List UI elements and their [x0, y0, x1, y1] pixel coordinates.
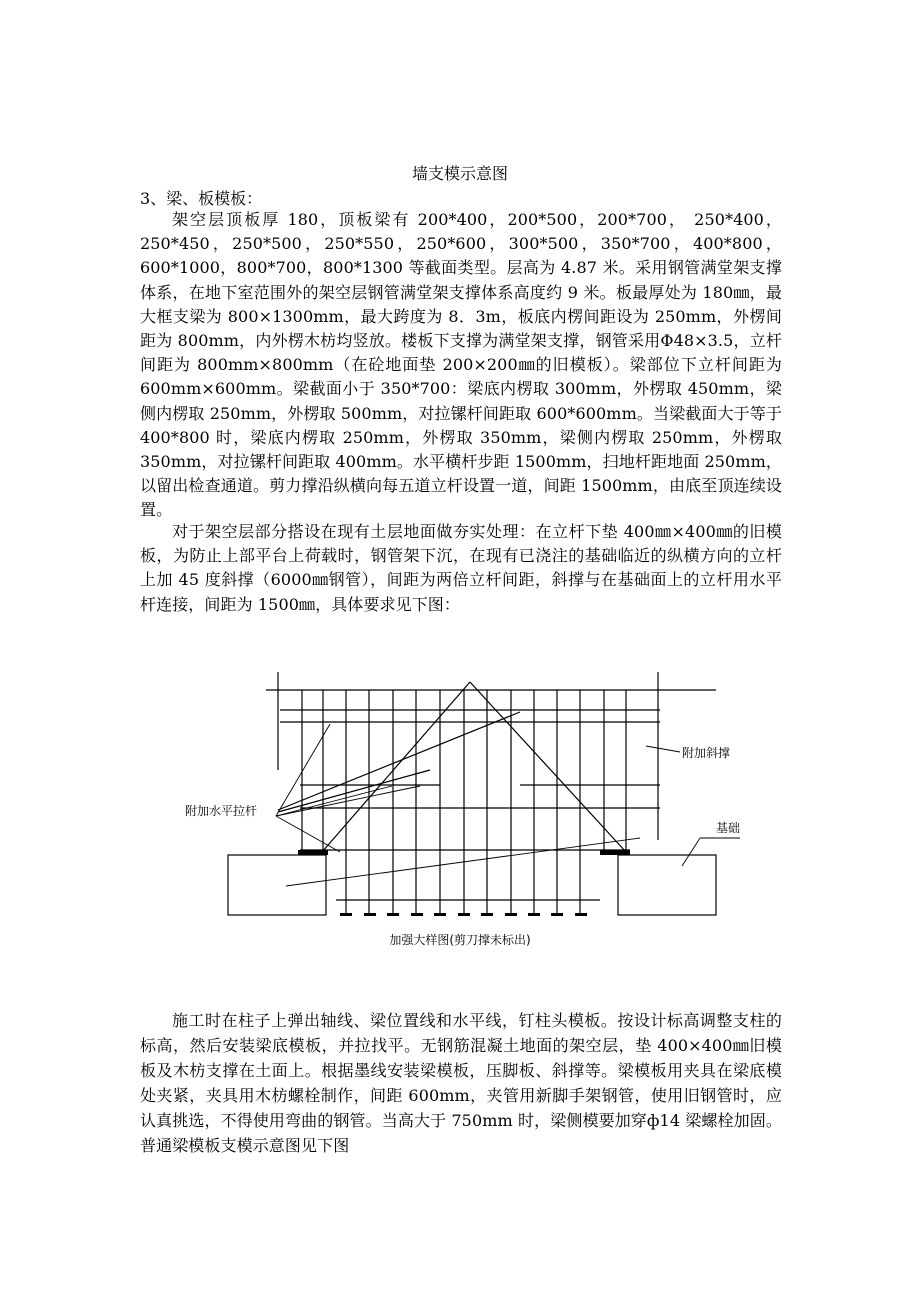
paragraph-construction-procedure: 施工时在柱子上弹出轴线、梁位置线和水平线，钉柱头模板。按设计标高调整支柱的标高，然后安装梁底模板，并拉找平。无钢筋混凝土地面的架空层，垫 400×400㎜旧模板及木枋支撑在土面上。根据墨线安装梁模板，压脚板、斜撑等。梁模板用夹具在梁底模处夹紧，夹具用木枋螺栓制作，间距 600mm，夹管用新脚手架钢管，使用旧钢管时，应认真挑选，不得使用弯曲的钢管。当高大于 750mm 时，梁侧模要加穿ф14 梁螺栓加固。普通梁模板支模示意图见下图	[140, 1011, 782, 1155]
label-foundation: 基础	[716, 821, 740, 835]
label-diagonal-brace: 附加斜撑	[682, 746, 731, 760]
reinforcement-detail-diagram	[180, 670, 740, 940]
paragraph-beam-slab-formwork: 架空层顶板厚 180，顶板梁有 200*400，200*500，200*700， 250*400，250*450，250*500，250*550，250*600，300*500，350*700，400*800，600*1000，800*700，800*1300 等截面类型。层高为 4.87 米。采用钢管满堂架支撑体系，在地下室范围外的架空层钢管满堂架支撑体系高度约 9 米。板最厚处为 180㎜，最大框支梁为 800×1300mm，最大跨度为 8．3m，板底内楞间距设为 250mm，外楞间距为 800mm，内外楞木枋均竖放。楼板下支撑为满堂架支撑，钢管采用Φ48×3.5，立杆间距为 800mm×800mm（在砼地面垫 200×200㎜的旧模板）。梁部位下立杆间距为 600mm×600mm。梁截面小于 350*700：梁底内楞取 300mm，外楞取 450mm，梁侧内楞取 250mm，外楞取 500mm，对拉镙杆间距取 600*600mm。当梁截面大于等于 400*800 时，梁底内楞取 250mm，外楞取 350mm，梁侧内楞取 250mm，外楞取 350mm，对拉镙杆间距取 400mm。水平横杆步距 1500mm，扫地杆距地面 250mm，以留出检查通道。剪力撑沿纵横向每五道立杆设置一道，间距 1500mm，由底至顶连续设置。	[140, 210, 782, 520]
paragraph-soil-ground-support: 对于架空层部分搭设在现有土层地面做夯实处理：在立杆下垫 400㎜×400㎜的旧模板，为防止上部平台上荷载时，钢管架下沉，在现有已浇注的基础临近的纵横方向的立杆上加 45 度斜撑（6000㎜钢管），间距为两倍立杆间距，斜撑与在基础面上的立杆用水平杆连接，间距为 1500㎜，具体要求见下图：	[140, 522, 782, 614]
label-horizontal-bar: 附加水平拉杆	[185, 804, 258, 818]
wall-formwork-caption: 墙支模示意图	[411, 164, 508, 183]
foundation-blocks	[228, 855, 716, 915]
section-heading: 3、梁、板模板：	[140, 189, 263, 208]
diagram-caption: 加强大样图(剪刀撑未标出)	[389, 933, 531, 947]
